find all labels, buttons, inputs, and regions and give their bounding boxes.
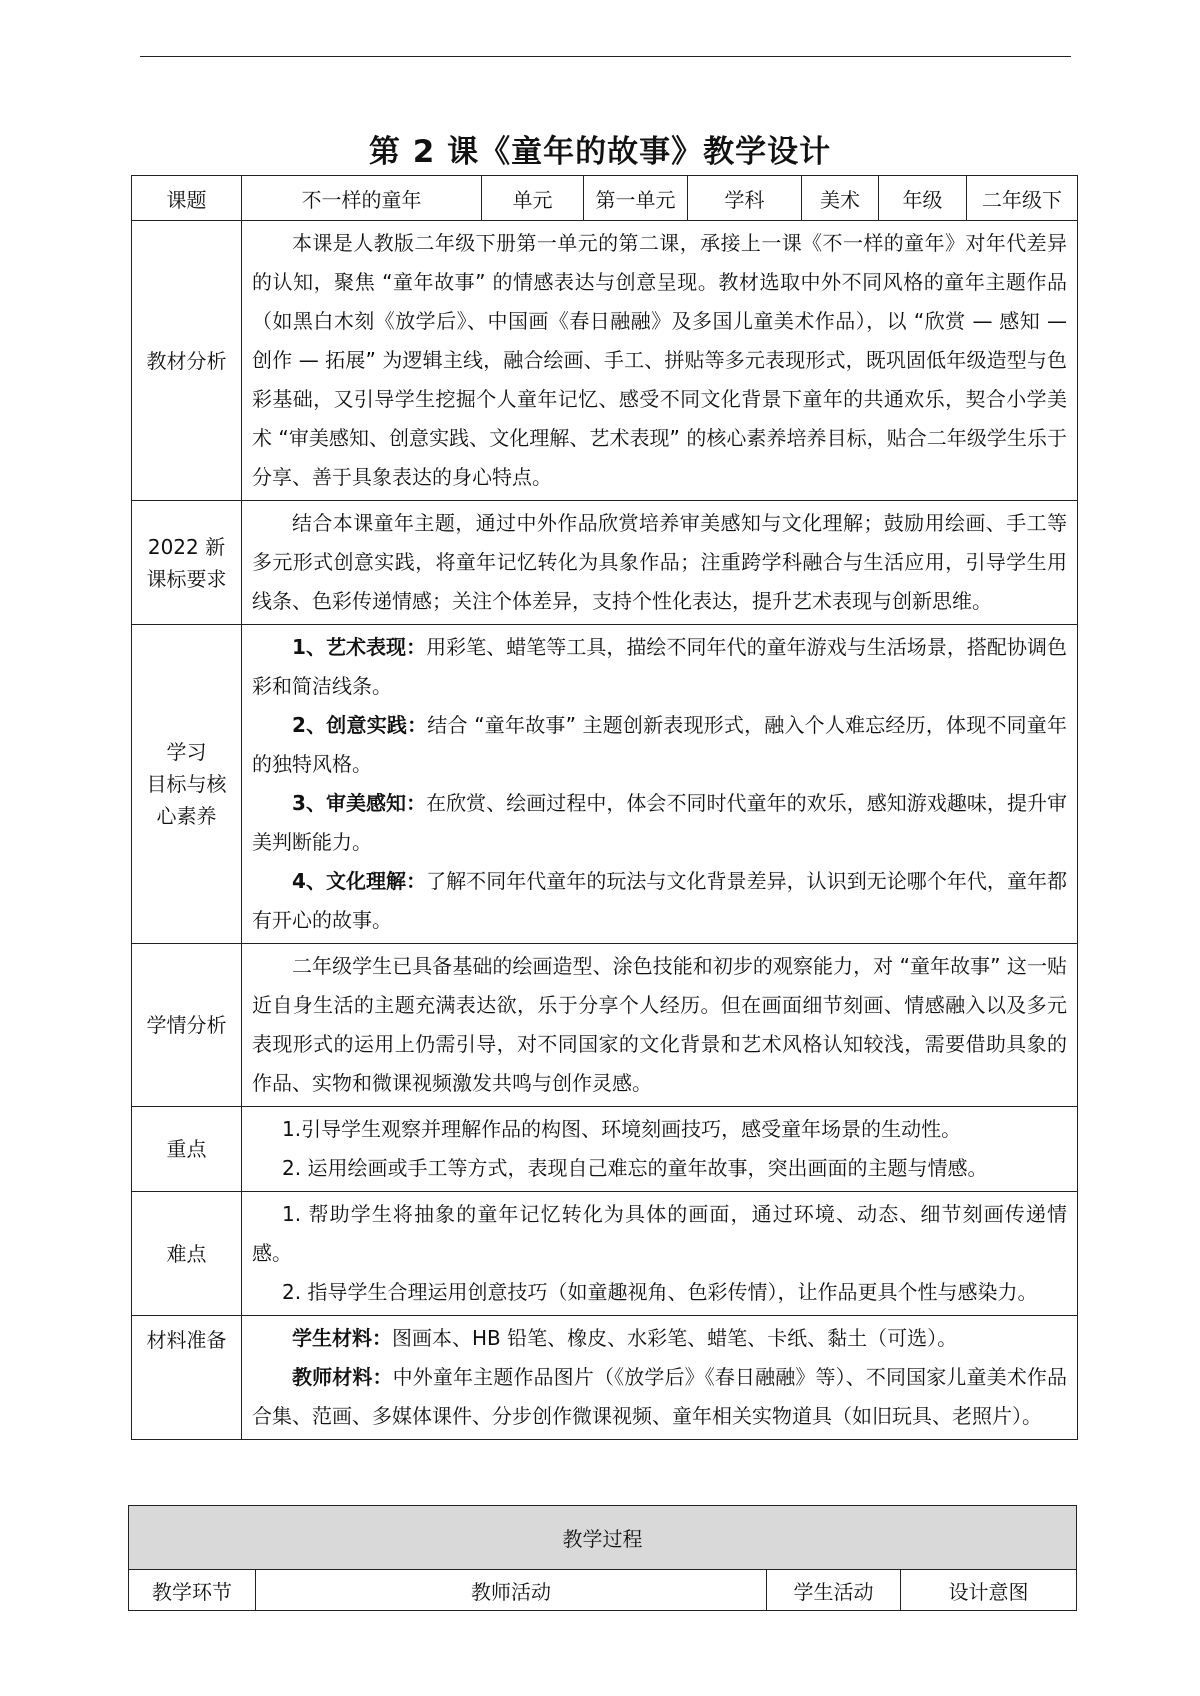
subject-value: 美术 — [802, 176, 879, 221]
goal-item — [252, 706, 1067, 784]
key-point-item: 2. 运用绘画或手工等方式，表现自己难忘的童年故事，突出画面的主题与情感。 — [282, 1156, 988, 1180]
curriculum-cell — [242, 501, 1078, 625]
key-points-cell — [242, 1107, 1078, 1192]
goal-title: 1、艺术表现： — [292, 635, 427, 659]
teaching-process-table — [128, 1505, 1077, 1611]
goals-label — [132, 625, 242, 944]
material-analysis-cell — [242, 221, 1078, 501]
column-header: 教学环节 — [129, 1570, 256, 1611]
goal-title: 4、文化理解： — [292, 869, 427, 893]
subject-label: 学科 — [688, 176, 802, 221]
unit-value: 第一单元 — [584, 176, 688, 221]
curriculum-label — [132, 501, 242, 625]
materials-cell — [242, 1316, 1078, 1440]
goals-cell — [242, 625, 1078, 944]
teacher-materials-title: 教师材料： — [292, 1365, 393, 1389]
materials-row — [132, 1316, 1078, 1440]
difficulties-cell — [242, 1192, 1078, 1316]
teacher-materials — [252, 1358, 1067, 1436]
student-materials — [252, 1319, 1067, 1358]
process-columns-row — [129, 1570, 1077, 1611]
key-points-row — [132, 1107, 1078, 1192]
column-header: 设计意图 — [901, 1570, 1077, 1611]
process-title-row — [129, 1506, 1077, 1570]
materials-label: 材料准备 — [132, 1316, 242, 1440]
goal-item — [252, 628, 1067, 706]
goals-label-line3: 心素养 — [156, 804, 217, 828]
topic-value: 不一样的童年 — [242, 176, 482, 221]
material-analysis-text: 本课是人教版二年级下册第一单元的第二课，承接上一课《不一样的童年》对年代差异的认知，聚焦 “童年故事” 的情感表达与创意呈现。教材选取中外不同风格的童年主题作品（如黑白木刻《放学后》、中国画《春日融融》及多国儿童美术作品），以 “欣赏 — 感知 — 创作 — 拓展” 为逻辑主线，融合绘画、手工、拼贴等多元表现形式，既巩固低年级造型与色彩基础，又引导学生挖掘个人童年记忆、感受不同文化背景下童年的共通欢乐，契合小学美术 “审美感知、创意实践、文化理解、艺术表现” 的核心素养培养目标，贴合二年级学生乐于分享、善于具象表达的身心特点。 — [252, 231, 1067, 489]
goals-label-line1: 学习 — [166, 740, 207, 764]
curriculum-label-line1: 2022 新 — [147, 534, 226, 559]
grade-value: 二年级下 — [967, 176, 1078, 221]
student-materials-text: 图画本、HB 铅笔、橡皮、水彩笔、蜡笔、卡纸、黏土（可选）。 — [392, 1326, 958, 1350]
learner-analysis-row — [132, 944, 1078, 1107]
curriculum-label-line2: 课标要求 — [146, 566, 227, 591]
goal-item — [252, 784, 1067, 862]
topic-label: 课题 — [132, 176, 242, 221]
lesson-info-table — [131, 175, 1078, 1440]
goal-item — [252, 862, 1067, 940]
goal-title: 3、审美感知： — [292, 791, 427, 815]
learner-analysis-cell — [242, 944, 1078, 1107]
column-header: 教师活动 — [256, 1570, 767, 1611]
learner-analysis-label: 学情分析 — [132, 944, 242, 1107]
header-rule — [140, 56, 1071, 57]
curriculum-row — [132, 501, 1078, 625]
difficulty-item: 2. 指导学生合理运用创意技巧（如童趣视角、色彩传情），让作品更具个性与感染力。 — [282, 1280, 1038, 1304]
teacher-materials-text: 中外童年主题作品图片（《放学后》《春日融融》等）、不同国家儿童美术作品合集、范画、多媒体课件、分步创作微课视频、童年相关实物道具（如旧玩具、老照片）。 — [252, 1365, 1068, 1428]
document-title: 第 2 课《童年的故事》教学设计 — [368, 134, 832, 170]
material-analysis-row — [132, 221, 1078, 501]
goal-text: 结合 “童年故事” 主题创新表现形式，融入个人难忘经历，体现不同童年的独特风格。 — [252, 713, 1068, 776]
learner-analysis-text: 二年级学生已具备基础的绘画造型、涂色技能和初步的观察能力，对 “童年故事” 这一贴近自身生活的主题充满表达欲，乐于分享个人经历。但在画面细节刻画、情感融入以及多元表现形式的运用上仍需引导，对不同国家的文化背景和艺术风格认知较浅，需要借助具象的作品、实物和微课视频激发共鸣与创作灵感。 — [252, 954, 1067, 1095]
difficulty-item: 1. 帮助学生将抽象的童年记忆转化为具体的画面，通过环境、动态、细节刻画传递情感。 — [252, 1202, 1067, 1265]
key-point-item: 1.引导学生观察并理解作品的构图、环境刻画技巧，感受童年场景的生动性。 — [282, 1117, 962, 1141]
process-title: 教学过程 — [129, 1506, 1077, 1570]
goal-text: 了解不同年代童年的玩法与文化背景差异，认识到无论哪个年代，童年都有开心的故事。 — [252, 869, 1068, 932]
difficulties-row — [132, 1192, 1078, 1316]
unit-label: 单元 — [482, 176, 584, 221]
material-analysis-label: 教材分析 — [132, 221, 242, 501]
goal-title: 2、创意实践： — [292, 713, 428, 737]
column-header: 学生活动 — [767, 1570, 901, 1611]
grade-label: 年级 — [879, 176, 967, 221]
goal-text: 在欣赏、绘画过程中，体会不同时代童年的欢乐，感知游戏趣味，提升审美判断能力。 — [252, 791, 1068, 854]
header-row — [132, 176, 1078, 221]
key-points-label: 重点 — [132, 1107, 242, 1192]
goal-text: 用彩笔、蜡笔等工具，描绘不同年代的童年游戏与生活场景，搭配协调色彩和简洁线条。 — [252, 635, 1068, 698]
goals-row — [132, 625, 1078, 944]
difficulties-label: 难点 — [132, 1192, 242, 1316]
curriculum-text: 结合本课童年主题，通过中外作品欣赏培养审美感知与文化理解；鼓励用绘画、手工等多元形式创意实践，将童年记忆转化为具象作品；注重跨学科融合与生活应用，引导学生用线条、色彩传递情感；关注个体差异，支持个性化表达，提升艺术表现与创新思维。 — [252, 511, 1067, 613]
student-materials-title: 学生材料： — [292, 1326, 392, 1350]
goals-label-line2: 目标与核 — [146, 772, 227, 796]
